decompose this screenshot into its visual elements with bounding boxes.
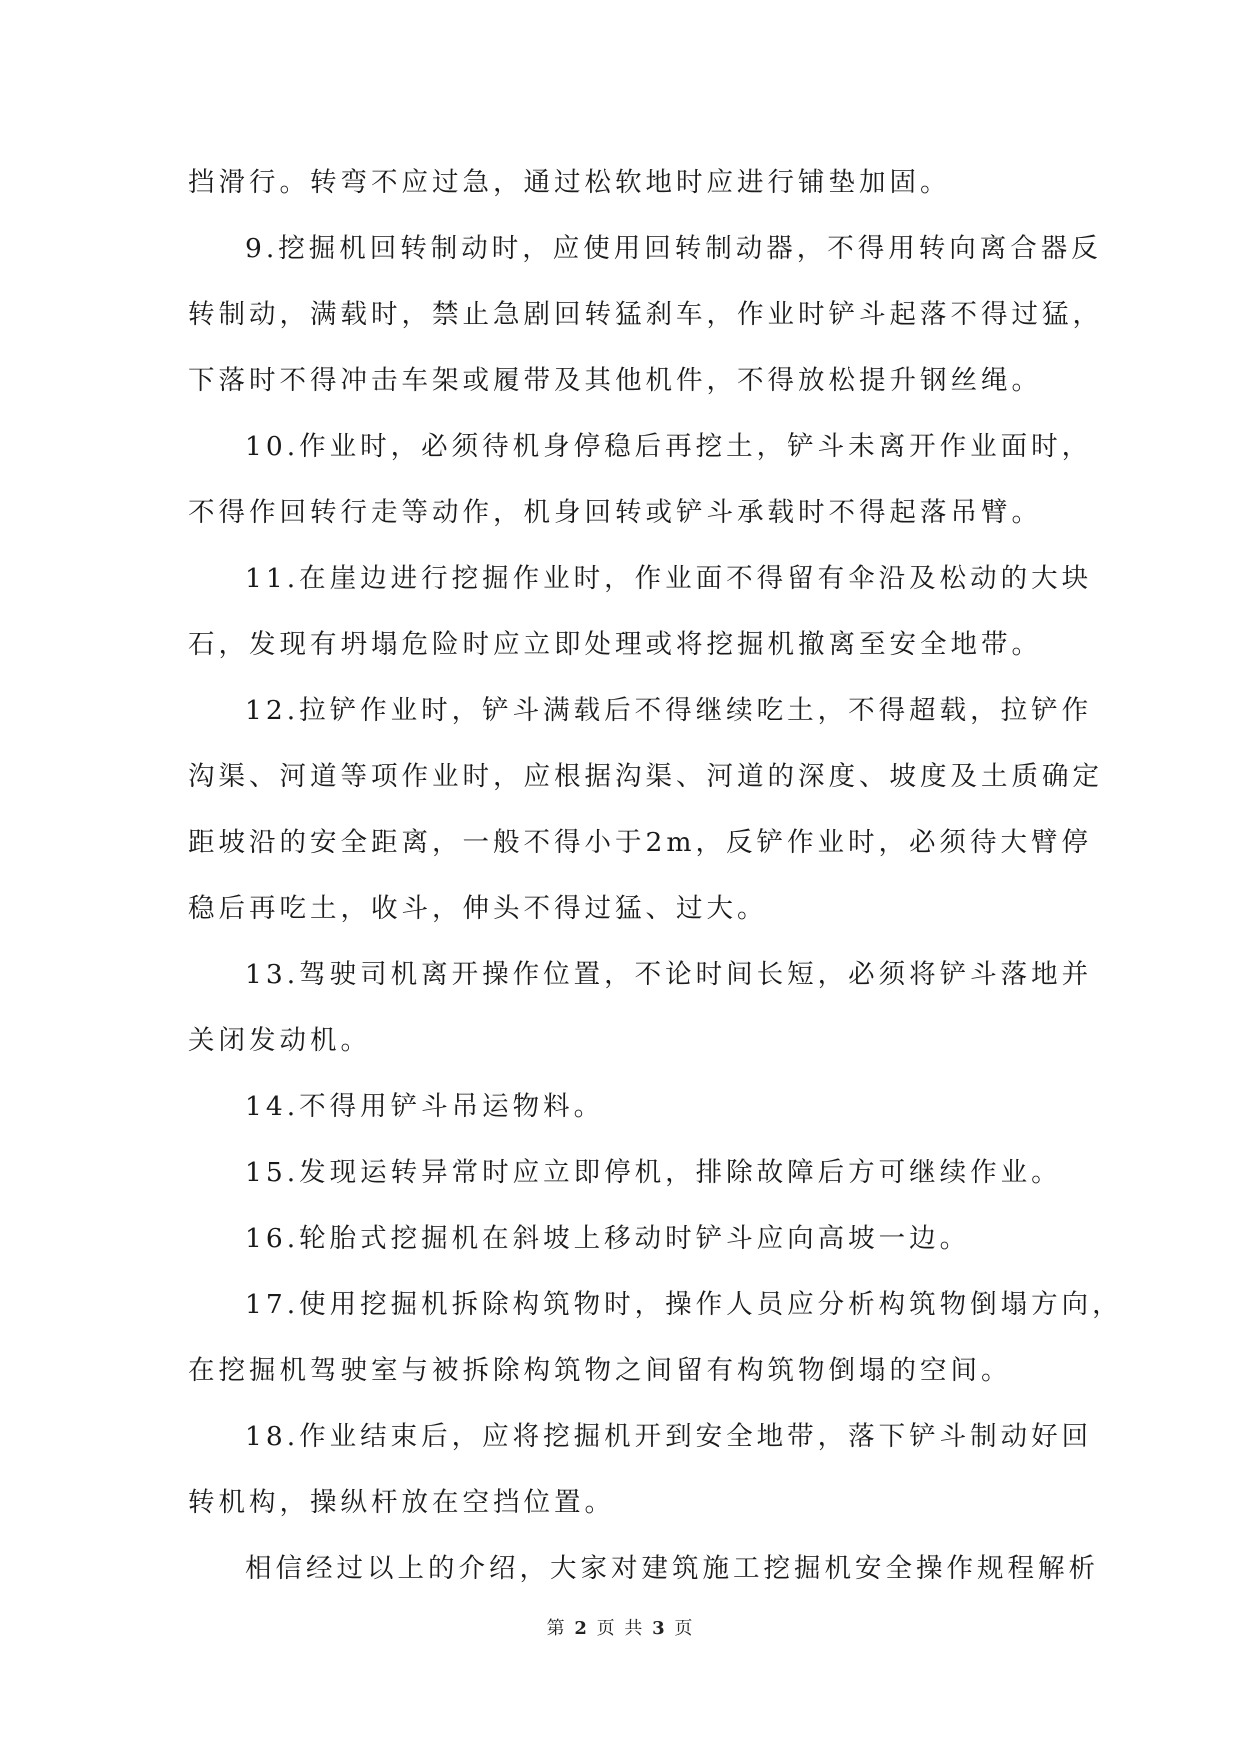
paragraph-line: 18.作业结束后，应将挖掘机开到安全地带，落下铲斗制动好回 [245,1421,1093,1452]
paragraph-line: 12.拉铲作业时，铲斗满载后不得继续吃土，不得超载，拉铲作 [245,695,1093,726]
paragraph-line: 沟渠、河道等项作业时，应根据沟渠、河道的深度、坡度及土质确定 [188,761,1103,792]
page-footer [0,1614,1241,1640]
paragraph-line: 16.轮胎式挖掘机在斜坡上移动时铲斗应向高坡一边。 [245,1223,971,1254]
paragraph-line: 14.不得用铲斗吊运物料。 [245,1091,605,1122]
paragraph-line: 石，发现有坍塌危险时应立即处理或将挖掘机撤离至安全地带。 [188,629,1042,660]
footer-middle: 页 共 [596,1618,645,1639]
paragraph-line: 转制动，满载时，禁止急剧回转猛刹车，作业时铲斗起落不得过猛， [188,299,1103,330]
paragraph-line: 10.作业时，必须待机身停稳后再挖土，铲斗未离开作业面时， [245,431,1093,462]
footer-prefix: 第 [546,1618,567,1639]
paragraph-line: 11.在崖边进行挖掘作业时，作业面不得留有伞沿及松动的大块 [245,563,1093,594]
paragraph-line: 挡滑行。转弯不应过急，通过松软地时应进行铺垫加固。 [188,167,951,198]
paragraph-line: 不得作回转行走等动作，机身回转或铲斗承载时不得起落吊臂。 [188,497,1042,528]
document-body [188,150,1123,1602]
footer-page-number: 2 [574,1618,589,1639]
paragraph-line: 9.挖掘机回转制动时，应使用回转制动器，不得用转向离合器反 [245,233,1102,264]
paragraph-line: 17.使用挖掘机拆除构筑物时，操作人员应分析构筑物倒塌方向， [245,1289,1123,1320]
paragraph-line: 下落时不得冲击车架或履带及其他机件，不得放松提升钢丝绳。 [188,365,1042,396]
footer-suffix: 页 [674,1618,695,1639]
footer-total-pages: 3 [652,1618,667,1639]
paragraph-line: 13.驾驶司机离开操作位置，不论时间长短，必须将铲斗落地并 [245,959,1093,990]
paragraph-line: 稳后再吃土，收斗，伸头不得过猛、过大。 [188,893,768,924]
paragraph-line: 距坡沿的安全距离，一般不得小于2m，反铲作业时，必须待大臂停 [188,827,1092,858]
paragraph-line: 转机构，操纵杆放在空挡位置。 [188,1487,615,1518]
paragraph-line: 相信经过以上的介绍，大家对建筑施工挖掘机安全操作规程解析 [245,1553,1099,1584]
paragraph-line: 关闭发动机。 [188,1025,371,1056]
paragraph-line: 15.发现运转异常时应立即停机，排除故障后方可继续作业。 [245,1157,1062,1188]
paragraph-line: 在挖掘机驾驶室与被拆除构筑物之间留有构筑物倒塌的空间。 [188,1355,1012,1386]
